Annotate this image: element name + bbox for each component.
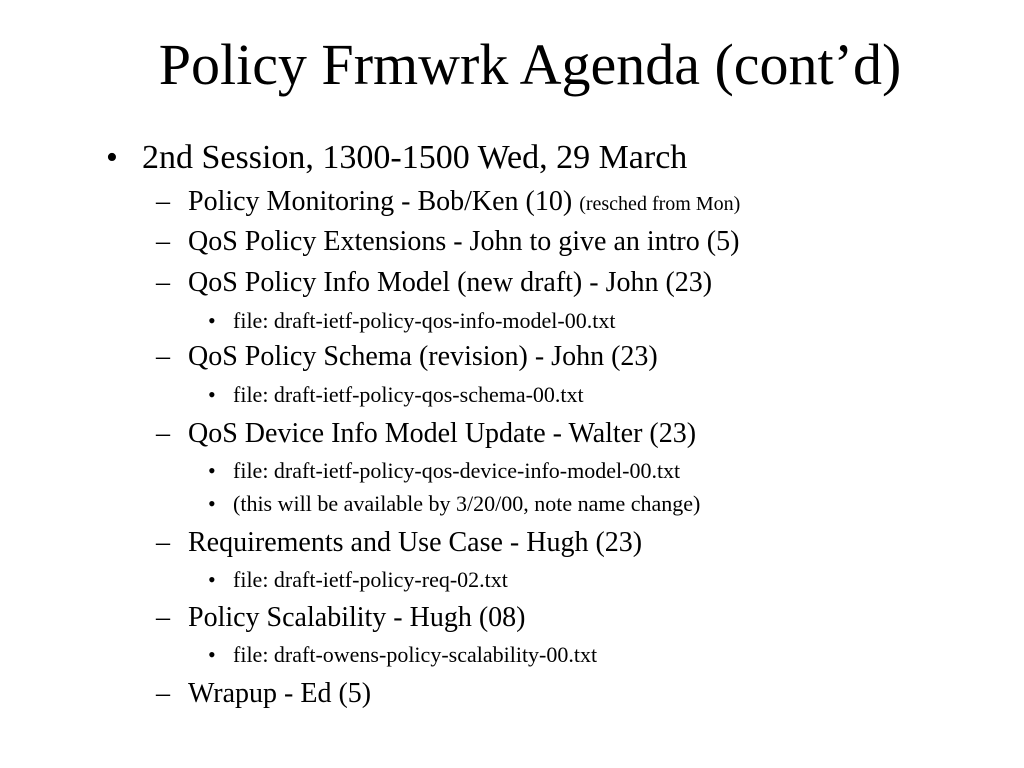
file-label: file: draft-ietf-policy-qos-info-model-00.txt [233,308,616,333]
file-label: file: draft-ietf-policy-qos-device-info-model-00.txt [233,458,681,483]
agenda-item-label: QoS Policy Extensions - John to give an intro (5) [188,226,740,257]
agenda-item-label: Policy Scalability - Hugh (08) [188,602,526,633]
agenda-item-note: (resched from Mon) [579,193,741,215]
note-label: (this will be available by 3/20/00, note name change) [233,491,701,516]
bullet-icon: • [208,308,216,333]
agenda-item-label: Policy Monitoring - Bob/Ken (10) [188,186,580,217]
dash-icon: – [156,186,170,217]
file-label: file: draft-ietf-policy-req-02.txt [233,567,508,592]
agenda-item-label: Wrapup - Ed (5) [188,678,372,709]
dash-icon: – [156,341,170,372]
bullet-icon: • [208,567,216,592]
bullet-icon: • [106,139,118,176]
dash-icon: – [156,418,170,449]
agenda-item-label: Requirements and Use Case - Hugh (23) [188,527,643,558]
dash-icon: – [156,267,170,298]
file-label: file: draft-owens-policy-scalability-00.txt [233,642,598,667]
bullet-icon: • [208,382,216,407]
slide-title: Policy Frmwrk Agenda (cont’d) [158,32,902,97]
dash-icon: – [156,527,170,558]
bullet-icon: • [208,491,216,516]
file-label: file: draft-ietf-policy-qos-schema-00.txt [233,382,584,407]
bullet-icon: • [208,458,216,483]
dash-icon: – [156,226,170,257]
agenda-item-label: QoS Device Info Model Update - Walter (23) [188,418,697,449]
bullet-icon: • [208,642,216,667]
agenda-item-label: QoS Policy Schema (revision) - John (23) [188,341,658,372]
dash-icon: – [156,602,170,633]
dash-icon: – [156,678,170,709]
agenda-item-label: QoS Policy Info Model (new draft) - John (23) [188,267,713,298]
session-heading: 2nd Session, 1300-1500 Wed, 29 March [142,139,688,176]
